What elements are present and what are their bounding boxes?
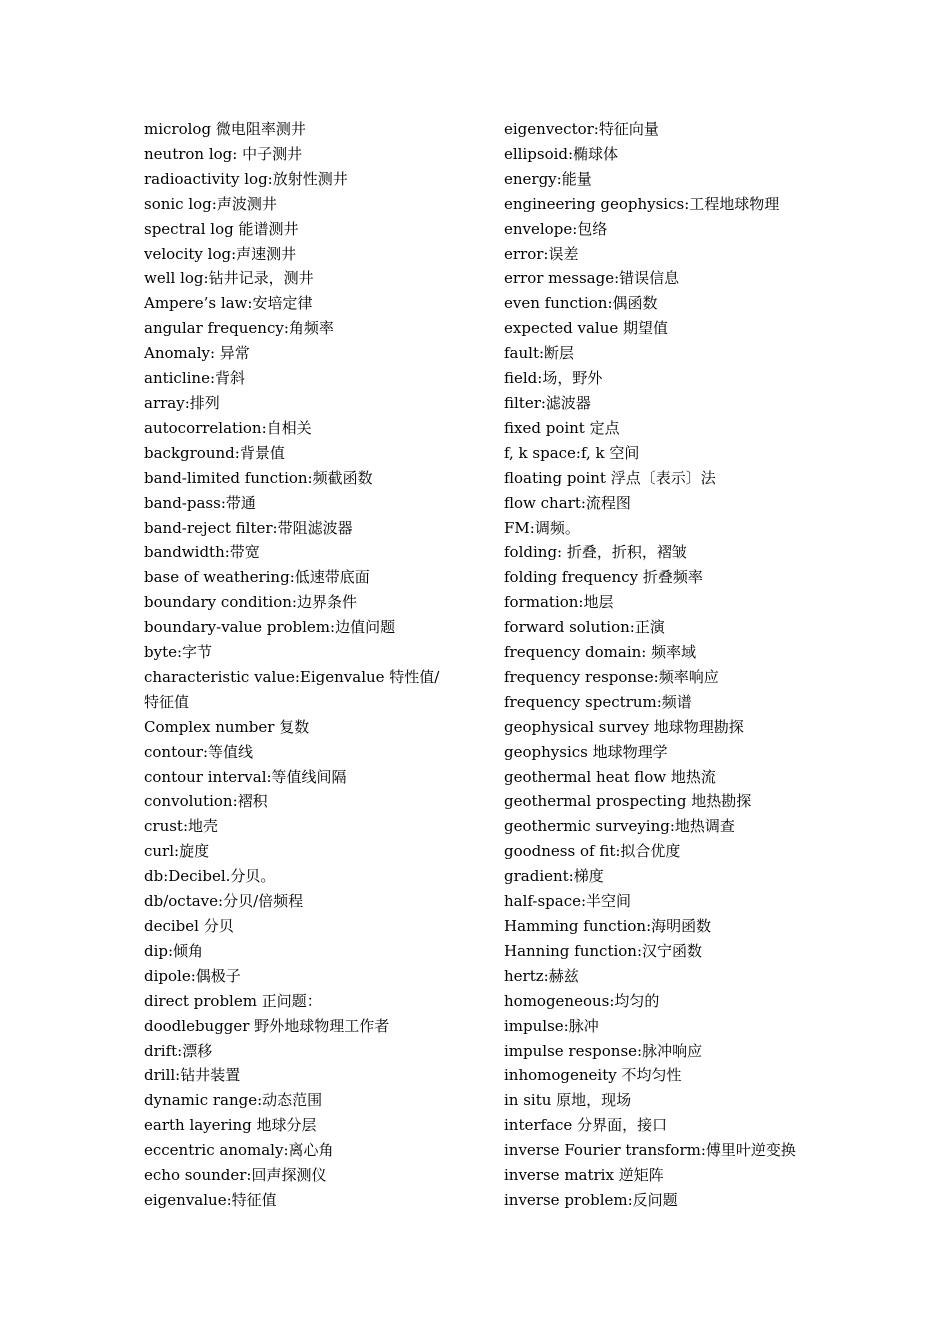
glossary-entry: interface 分界面，接口 bbox=[504, 1116, 668, 1135]
glossary-entry: drift:漂移 bbox=[144, 1041, 213, 1060]
glossary-entry: engineering geophysics:工程地球物理 bbox=[504, 194, 780, 213]
glossary-entry: eigenvalue:特征值 bbox=[144, 1190, 277, 1209]
glossary-entry: bandwidth:带宽 bbox=[144, 543, 260, 562]
glossary-entry: ellipsoid:椭球体 bbox=[504, 144, 619, 163]
glossary-entry: geothermic surveying:地热调查 bbox=[504, 817, 735, 836]
glossary-entry: frequency response:频率响应 bbox=[504, 667, 719, 686]
glossary-entry: half-space:半空间 bbox=[504, 892, 632, 911]
glossary-entry: eccentric anomaly:离心角 bbox=[144, 1141, 334, 1160]
glossary-entry: boundary-value problem:边值问题 bbox=[144, 618, 396, 637]
glossary-entry: radioactivity log:放射性测井 bbox=[144, 169, 348, 188]
glossary-entry: fault:断层 bbox=[504, 344, 575, 363]
glossary-entry: geophysical survey 地球物理勘探 bbox=[504, 717, 744, 736]
glossary-entry: goodness of fit:拟合优度 bbox=[504, 842, 681, 861]
glossary-entry: db/octave:分贝/倍频程 bbox=[144, 892, 304, 911]
glossary-entry: inverse matrix 逆矩阵 bbox=[504, 1166, 664, 1185]
glossary-entry: flow chart:流程图 bbox=[504, 493, 631, 512]
glossary-entry: array:排列 bbox=[144, 393, 220, 412]
glossary-entry: expected value 期望值 bbox=[504, 319, 669, 338]
glossary-entry: echo sounder:回声探测仪 bbox=[144, 1166, 327, 1185]
glossary-entry: base of weathering:低速带底面 bbox=[144, 568, 370, 587]
glossary-column-left bbox=[144, 117, 454, 1213]
glossary-entry: band-pass:带通 bbox=[144, 493, 256, 512]
glossary-entry: anticline:背斜 bbox=[144, 369, 246, 388]
glossary-entry: Complex number 复数 bbox=[144, 717, 310, 736]
glossary-entry: inhomogeneity 不均匀性 bbox=[504, 1066, 682, 1085]
glossary-entry: Anomaly: 异常 bbox=[144, 344, 250, 363]
glossary-entry: byte:字节 bbox=[144, 643, 213, 662]
glossary-entry: curl:旋度 bbox=[144, 842, 210, 861]
glossary-entry: convolution:褶积 bbox=[144, 792, 268, 811]
glossary-column-right bbox=[504, 117, 804, 1213]
glossary-entry: db:Decibel.分贝。 bbox=[144, 867, 276, 886]
glossary-entry: angular frequency:角频率 bbox=[144, 319, 334, 338]
glossary-entry: well log:钻井记录，测井 bbox=[144, 269, 314, 288]
glossary-entry: sonic log:声波测井 bbox=[144, 194, 277, 213]
glossary-entry: crust:地壳 bbox=[144, 817, 219, 836]
glossary-entry: direct problem 正问题： bbox=[144, 991, 322, 1010]
glossary-entry: inverse problem:反问题 bbox=[504, 1190, 678, 1209]
glossary-entry: f, k space:f, k 空间 bbox=[504, 443, 640, 462]
glossary-entry: Hamming function:海明函数 bbox=[504, 917, 712, 935]
glossary-entry: envelope:包络 bbox=[504, 219, 608, 238]
glossary-entry: autocorrelation:自相关 bbox=[144, 418, 312, 437]
glossary-entry: band-reject filter:带阻滤波器 bbox=[144, 518, 353, 537]
glossary-entry: homogeneous:均匀的 bbox=[504, 991, 660, 1010]
glossary-entry: characteristic value:Eigenvalue 特性值/特征值 bbox=[144, 667, 440, 711]
glossary-entry: drill:钻井装置 bbox=[144, 1066, 241, 1085]
glossary-entry: folding frequency 折叠频率 bbox=[504, 568, 703, 587]
glossary-entry: geophysics 地球物理学 bbox=[504, 742, 668, 761]
glossary-entry: doodlebugger 野外地球物理工作者 bbox=[144, 1016, 390, 1035]
glossary-entry: in situ 原地，现场 bbox=[504, 1091, 632, 1110]
glossary-entry: microlog 微电阻率测井 bbox=[144, 120, 306, 138]
glossary-entry: gradient:梯度 bbox=[504, 867, 604, 886]
glossary-entry: forward solution:正演 bbox=[504, 618, 665, 637]
glossary-entry: floating point 浮点〔表示〕法 bbox=[504, 468, 716, 487]
glossary-entry: spectral log 能谱测井 bbox=[144, 219, 299, 238]
glossary-entry: neutron log: 中子测井 bbox=[144, 144, 303, 163]
glossary-entry: boundary condition:边界条件 bbox=[144, 593, 357, 612]
glossary-entry: velocity log:声速测井 bbox=[144, 244, 297, 263]
glossary-entry: frequency domain: 频率域 bbox=[504, 643, 697, 662]
glossary-entry: Ampere’s law:安培定律 bbox=[144, 294, 313, 313]
glossary-entry: dynamic range:动态范围 bbox=[144, 1091, 323, 1110]
glossary-entry: energy:能量 bbox=[504, 169, 592, 188]
glossary-entry: FM:调频。 bbox=[504, 518, 580, 537]
glossary-entry: contour interval:等值线间隔 bbox=[144, 767, 347, 786]
glossary-entry: background:背景值 bbox=[144, 443, 285, 462]
glossary-entry: earth layering 地球分层 bbox=[144, 1116, 317, 1135]
glossary-entry: eigenvector:特征向量 bbox=[504, 120, 659, 138]
glossary-entry: error:误差 bbox=[504, 244, 579, 263]
glossary-entry: impulse response:脉冲响应 bbox=[504, 1041, 703, 1060]
glossary-entry: dip:倾角 bbox=[144, 941, 204, 960]
glossary-entry: hertz:赫兹 bbox=[504, 966, 579, 985]
glossary-entry: Hanning function:汉宁函数 bbox=[504, 941, 703, 960]
glossary-entry: error message:错误信息 bbox=[504, 269, 680, 288]
glossary-entry: geothermal heat flow 地热流 bbox=[504, 767, 716, 786]
glossary-entry: frequency spectrum:频谱 bbox=[504, 692, 692, 711]
glossary-entry: geothermal prospecting 地热勘探 bbox=[504, 792, 752, 811]
glossary-entry: band-limited function:频截函数 bbox=[144, 468, 373, 487]
glossary-entry: fixed point 定点 bbox=[504, 418, 620, 437]
glossary-entry: even function:偶函数 bbox=[504, 294, 658, 313]
glossary-entry: filter:滤波器 bbox=[504, 393, 591, 412]
glossary-entry: impulse:脉冲 bbox=[504, 1016, 599, 1035]
glossary-entry: folding: 折叠，折积，褶皱 bbox=[504, 543, 687, 562]
glossary-entry: contour:等值线 bbox=[144, 742, 254, 761]
glossary-entry: formation:地层 bbox=[504, 593, 614, 612]
glossary-entry: decibel 分贝 bbox=[144, 917, 234, 935]
glossary-entry: field:场，野外 bbox=[504, 369, 603, 388]
glossary-entry: inverse Fourier transform:傅里叶逆变换 bbox=[504, 1141, 796, 1160]
glossary-entry: dipole:偶极子 bbox=[144, 966, 241, 985]
